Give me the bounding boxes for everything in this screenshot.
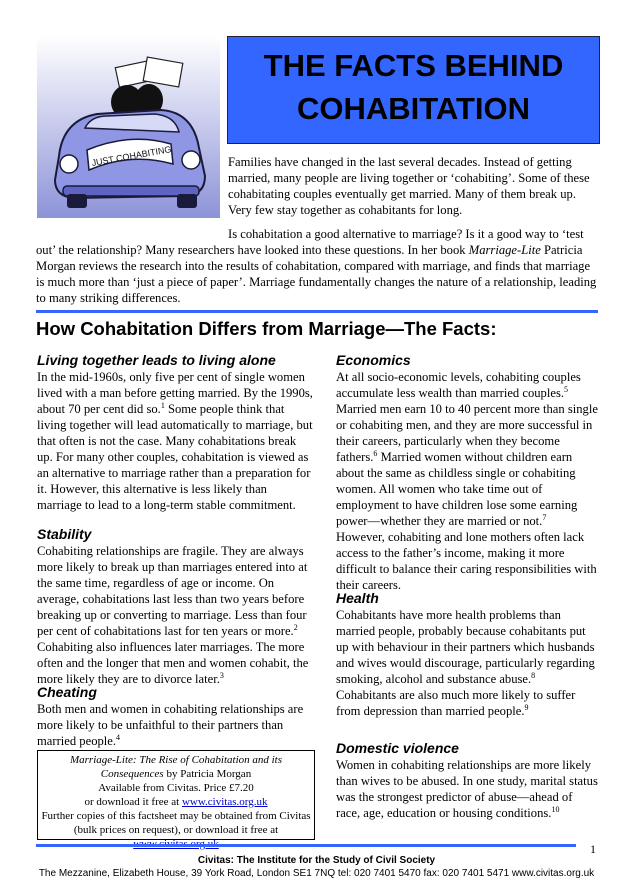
page-number: 1 bbox=[590, 842, 596, 856]
footnote-ref: 6 bbox=[373, 448, 378, 458]
footnote-ref: 9 bbox=[524, 702, 529, 712]
civitas-link-1[interactable]: www.civitas.org.uk bbox=[181, 796, 268, 808]
intro-book-title: Marriage-Lite bbox=[468, 243, 541, 257]
section-living-alone: In the mid-1960s, only five per cent of single women lived with a man before getting married. By the 1990s, about 70 per cent did so.$^1$ Some people think that living together will lead automatically to marriage, but that often is not the case. Many cohabitations break up. For many other couples, cohabitation is viewed as an alternative to marriage rather than a preparation for it. However, this alternative is less likely than marriage to lead to a long-term stable commitment. bbox=[37, 370, 313, 512]
divider-bottom bbox=[36, 844, 576, 847]
car-plate-text: JUST COHABITING bbox=[90, 144, 173, 168]
title-line-1: THE FACTS BEHIND bbox=[263, 48, 564, 83]
section-stability: Cohabiting relationships are fragile. They are always more likely to break up than marriages entered into at the same time, regardless of age or income. On average, cohabitations last less than two years before breaking up or converting to marriage. Less than four per cent of cohabitations last for ten years or more.$^2$ Cohabiting also influences later marriages. The more often and the longer that men and women cohabit, the more likely they are to divorce later.$^3$ bbox=[37, 544, 309, 686]
footnote-ref: 7 bbox=[542, 512, 547, 522]
footnote-ref: 1 bbox=[160, 400, 165, 410]
title-line-2: COHABITATION bbox=[296, 91, 531, 126]
intro-paragraph-1: Families have changed in the last several decades. Instead of getting married, many people are living together or ‘cohabiting’. Some of these cohabitating couples eventually get married. Many of them break up. Very few stay together as cohabitants for long. bbox=[228, 155, 590, 217]
footer-address: The Mezzanine, Elizabeth House, 39 York Road, London SE1 7NQ tel: 020 7401 5470 fax: 020 7401 5471 www.civitas.org.uk bbox=[38, 868, 595, 879]
intro-p2-end: Patricia Morgan reviews the research into the results of cohabitation, compared with marriage, and finds that marriage is much more than ‘just a piece of paper’. Marriage fundamentally changes the nature of a relationship, leading to many striking differences. bbox=[36, 243, 597, 305]
footnote-ref: 4 bbox=[116, 732, 121, 742]
footnote-ref: 2 bbox=[293, 622, 298, 632]
heading-cheating: Cheating bbox=[37, 684, 97, 700]
intro-p2-start: Is cohabitation a good alternative to marriage? Is it a good way to ‘test out’ the relationship? Many researchers have looked into these questions. In her book bbox=[36, 227, 584, 257]
car-illustration bbox=[37, 36, 220, 218]
car-cartoon-image bbox=[37, 36, 220, 218]
section-economics: At all socio-economic levels, cohabiting couples accumulate less wealth than married couples.$^5$ Married men earn 10 to 40 percent more than single or cohabiting men, and they are more successful in their careers, particularly when they become fathers.$^6$ Married women without children earn about the same as childless single or cohabiting women. All women who take time out of employment to have children lose some earning power—whether they are married or not.$^7$ However, cohabiting and lone mothers often lack access to the father’s income, making it more difficult to balance their caring responsibilities with their careers. bbox=[336, 370, 598, 592]
heading-domestic-violence: Domestic violence bbox=[336, 740, 459, 756]
footnote-ref: 5 bbox=[564, 384, 568, 394]
main-heading: How Cohabitation Differs from Marriage—The Facts: bbox=[36, 318, 497, 339]
section-health: Cohabitants have more health problems than married people, probably because cohabitants put up with behaviour in their partners which husbands and wives would discourage, particularly regarding smoking, alcohol and substance abuse.$^8$ Cohabitants are also much more likely to suffer from depression than married people.$^9$ bbox=[336, 608, 595, 718]
heading-health: Health bbox=[336, 590, 379, 606]
book-title: Marriage-Lite: The Rise of Cohabitation and its Consequences bbox=[69, 754, 283, 780]
book-availability: Available from Civitas. Price £7.20 bbox=[98, 782, 254, 794]
title-banner bbox=[227, 36, 600, 144]
section-domestic-violence: Women in cohabiting relationships are more likely than wives to be abused. In one study, marital status was the strongest predictor of abuse—ahead of race, age, education or housing conditions.$^{10}$ bbox=[336, 758, 598, 820]
book-info-box: Marriage-Lite: The Rise of Cohabitation and its Consequences by Patricia Morgan Available from Civitas. Price £7.20 or download it free at www.civitas.org.uk Further copies of this factsheet may be obtained from Civitas (bulk prices on request), or download it free at bbox=[37, 750, 315, 840]
heading-economics: Economics bbox=[336, 352, 411, 368]
intro-paragraph-2 bbox=[36, 226, 598, 306]
heading-stability: Stability bbox=[37, 526, 92, 542]
footnote-ref: 10 bbox=[551, 804, 560, 814]
footnote-ref: 8 bbox=[531, 670, 536, 680]
further-copies-text: Further copies of this factsheet may be obtained from Civitas (bulk prices on request), or download it free at bbox=[41, 810, 311, 836]
heading-living-alone: Living together leads to living alone bbox=[37, 352, 276, 368]
footnote-ref: 3 bbox=[219, 670, 224, 680]
section-cheating: Both men and women in cohabiting relationships are more likely to be unfaithful to their partners than married people.$^4$ bbox=[37, 702, 304, 748]
footer-org: Civitas: The Institute for the Study of Civil Society bbox=[197, 855, 436, 866]
divider-top bbox=[36, 310, 598, 313]
